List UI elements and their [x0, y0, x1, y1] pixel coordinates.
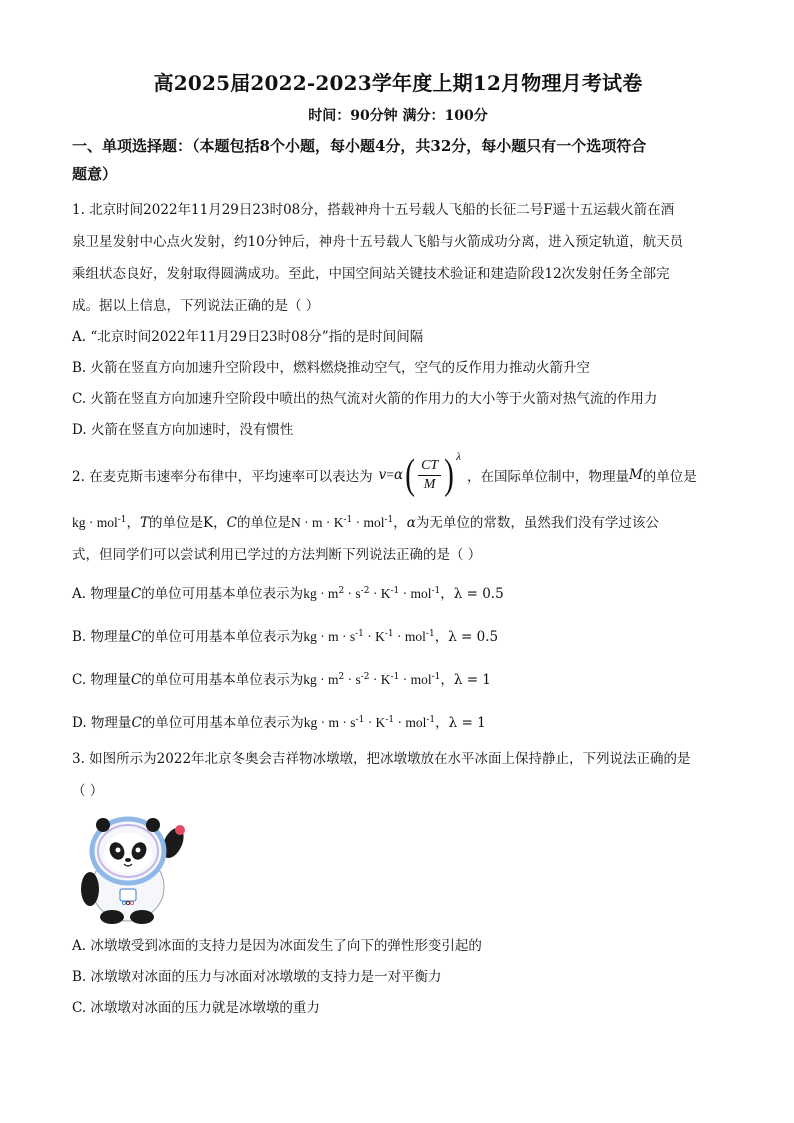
question-2-option-a [72, 571, 724, 614]
unit-of-M: kg · mol [72, 515, 118, 530]
option-d-unit-2: · K [364, 715, 386, 730]
option-c-exp-4: -1 [431, 672, 441, 682]
mascot-left-eye [116, 848, 121, 853]
formula-denominator: M [423, 476, 436, 492]
option-d-symbol-C: C [131, 715, 142, 731]
symbol-T: T [140, 515, 150, 531]
section-heading-line1: 一、单项选择题：（本题包括8个小题，每小题4分，共32分，每小题只有一个选项符合 [72, 137, 647, 155]
option-a-unit-4: · mol [399, 586, 432, 601]
comma-2: ， [393, 515, 407, 531]
question-1-line1: 1. 北京时间2022年11月29日23时08分，搭载神舟十五号载人飞船的长征二号F遥十五运载火箭在酒 [72, 202, 675, 218]
unit-of-M-exp: -1 [117, 515, 127, 525]
mascot-right-eye [136, 848, 141, 853]
question-2-line3: 式，但同学们可以尝试利用已学过的方法判断下列说法正确的是（ ） [72, 547, 482, 563]
formula-numerator: CT [418, 458, 441, 476]
option-d-exp-3: -1 [426, 715, 436, 725]
formula-v: v [378, 467, 387, 483]
option-b-prefix: B. 物理量 [72, 629, 132, 645]
question-2-after-formula: ，在国际单位制中，物理量 [466, 469, 629, 485]
option-a-exp-1: 2 [338, 586, 345, 596]
option-c-exp-1: 2 [338, 672, 345, 682]
formula-fraction-group [403, 451, 461, 498]
option-c-exp-2: -2 [360, 672, 370, 682]
question-1-option-a: A. “北京时间2022年11月29日23时08分”指的是时间间隔 [72, 329, 424, 345]
section-heading-line2: 题意） [72, 165, 118, 183]
comma-1: ， [126, 515, 141, 531]
page-title: 高2025届2022-2023学年度上期12月物理月考试卷 [153, 71, 643, 95]
option-c-unit-3: · K [369, 672, 391, 687]
question-2-line2 [72, 504, 724, 539]
option-b-mid: 的单位可用基本单位表示为 [141, 629, 304, 645]
question-2 [72, 446, 724, 743]
option-d-mid: 的单位可用基本单位表示为 [141, 715, 304, 731]
formula-alpha: α [393, 467, 404, 483]
option-b-exp-3: -1 [425, 629, 435, 639]
option-b-unit-1: kg · m · s [303, 629, 356, 644]
option-c-exp-3: -1 [390, 672, 400, 682]
option-d-exp-2: -1 [385, 715, 395, 725]
mascot-left-arm [81, 872, 99, 906]
symbol-C: C [226, 515, 237, 531]
mascot-nose [125, 858, 131, 862]
option-b-unit-3: · mol [393, 629, 426, 644]
question-1-option-b: B. 火箭在竖直方向加速升空阶段中，燃料燃烧推动空气，空气的反作用力推动火箭升空 [72, 360, 591, 376]
question-3-option-b: B. 冰墩墩对冰面的压力与冰面对冰墩墩的支持力是一对平衡力 [72, 969, 442, 985]
formula-left-paren: ( [405, 452, 415, 498]
question-3 [72, 743, 724, 1024]
question-2-option-c [72, 657, 724, 700]
option-d-value: ，λ = 1 [435, 715, 486, 731]
mascot-right-ear [146, 818, 160, 832]
formula-exponent: λ [456, 451, 461, 463]
option-b-exp-1: -1 [355, 629, 364, 639]
option-a-symbol-C: C [130, 586, 142, 602]
unit-of-C-exp1: -1 [343, 515, 353, 525]
formula-fraction [418, 458, 441, 493]
symbol-alpha: α [406, 515, 416, 531]
mascot-left-ear [96, 818, 110, 832]
option-a-exp-3: -1 [390, 586, 400, 596]
option-d-prefix: D. 物理量 [72, 715, 132, 731]
option-d-unit-3: · mol [394, 715, 427, 730]
formula-right-paren: ) [444, 452, 455, 498]
question-2-option-b [72, 614, 724, 657]
question-1-line3: 乘组状态良好，发射取得圆满成功。至此，中国空间站关键技术验证和建造阶段12次发射任务全部完 [72, 266, 670, 282]
bing-dwen-dwen-mascot-image [70, 813, 194, 925]
option-d-exp-1: -1 [355, 715, 365, 725]
option-b-symbol-C: C [131, 629, 142, 645]
option-b-exp-2: -1 [384, 629, 394, 639]
question-1-option-c: C. 火箭在竖直方向加速升空阶段中喷出的热气流对火箭的作用力的大小等于火箭对热气流的作用力 [72, 391, 658, 407]
question-1-line2: 泉卫星发射中心点火发射，约10分钟后，神舟十五号载人飞船与火箭成功分离，进入预定轨道，航天员 [72, 234, 684, 250]
question-1 [72, 194, 724, 446]
mascot-left-foot [100, 910, 124, 924]
section-heading [72, 132, 724, 188]
option-c-unit-2: · s [344, 672, 361, 687]
mascot-emblem-icon [120, 889, 136, 901]
unit-of-C-text: 的单位是 [236, 515, 291, 531]
unit-of-C: N · m · K [290, 515, 344, 530]
question-1-line4: 成。据以上信息，下列说法正确的是（ ） [72, 298, 320, 314]
unit-of-T-text: 的单位是K， [149, 515, 227, 531]
option-c-symbol-C: C [130, 672, 142, 688]
option-a-unit-1: kg · m [303, 586, 339, 601]
question-2-line1 [72, 446, 724, 504]
question-3-option-c: C. 冰墩墩对冰面的压力就是冰墩墩的重力 [72, 1000, 320, 1016]
option-a-exp-2: -2 [360, 586, 370, 596]
mascot-right-foot [130, 910, 154, 924]
option-b-unit-2: · K [363, 629, 385, 644]
question-3-line1: 3. 如图所示为2022年北京冬奥会吉祥物冰墩墩，把冰墩墩放在水平冰面上保持静止，下列说法正确的是 [72, 751, 691, 767]
question-2-line2-end: 为无单位的常数，虽然我们没有学过该公 [415, 515, 659, 531]
unit-of-C-exp2: -1 [384, 515, 394, 525]
option-a-mid: 的单位可用基本单位表示为 [141, 586, 304, 602]
question-1-option-d: D. 火箭在竖直方向加速时，没有惯性 [72, 422, 294, 438]
option-c-unit-4: · mol [399, 672, 432, 687]
option-a-unit-3: · K [369, 586, 391, 601]
option-c-mid: 的单位可用基本单位表示为 [141, 672, 304, 688]
option-a-value: ，λ = 0.5 [440, 586, 504, 602]
question-2-unit-is: 的单位是 [642, 469, 697, 485]
question-3-line2: （ ） [72, 783, 104, 799]
option-a-exp-4: -1 [431, 586, 441, 596]
question-2-option-d [72, 700, 724, 743]
option-a-prefix: A. 物理量 [72, 586, 131, 602]
question-2-intro: 2. 在麦克斯韦速率分布律中，平均速率可以表达为 [72, 469, 373, 485]
option-b-value: ，λ = 0.5 [434, 629, 499, 645]
exam-info: 时间：90分钟 满分：100分 [308, 108, 488, 124]
mascot-palm-heart [175, 825, 185, 835]
speed-formula [378, 451, 461, 498]
option-c-value: ，λ = 1 [440, 672, 491, 688]
symbol-M: M [628, 467, 643, 483]
option-c-prefix: C. 物理量 [72, 672, 131, 688]
option-d-unit-1: kg · m · s [303, 715, 356, 730]
unit-of-C-mol: · mol [352, 515, 385, 530]
question-3-option-a: A. 冰墩墩受到冰面的支持力是因为冰面发生了向下的弹性形变引起的 [72, 938, 482, 954]
option-a-unit-2: · s [344, 586, 361, 601]
option-c-unit-1: kg · m [303, 672, 339, 687]
formula-equals: = [386, 467, 394, 482]
